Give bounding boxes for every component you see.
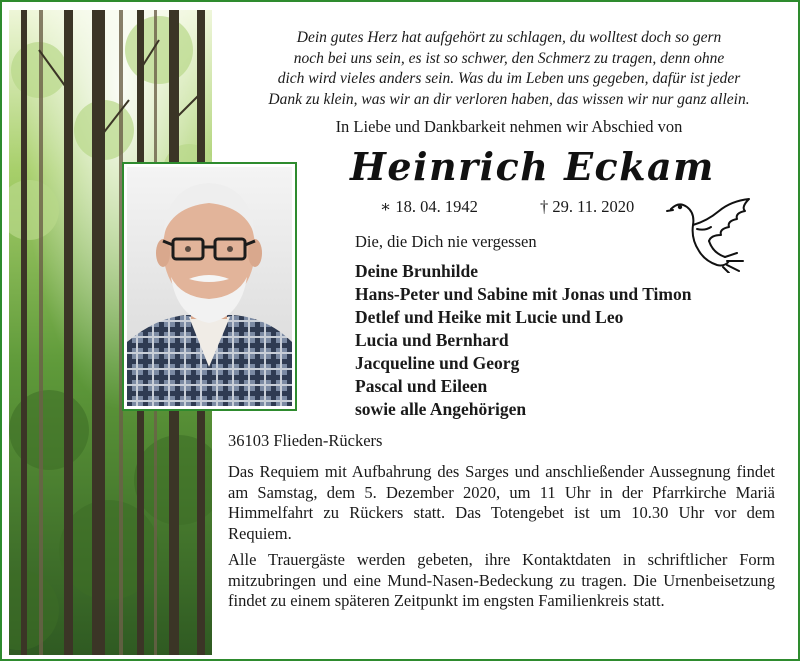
requiem-paragraph: Das Requiem mit Aufbahrung des Sarges und anschließender Aussegnung findet am Samstag, dem 5. Dezember 2020, um 11 Uhr in der Pfarrkirche Mariä Himmelfahrt zu Rückers statt. Das Totengebet ist um 10.30 Uhr vor dem Requiem. [228,462,775,543]
poem-line: Dank zu klein, was wir an dir verloren haben, das wissen wir nur ganz allein. [268,90,750,108]
mourners-list [355,260,691,421]
mourner-entry: Lucia und Bernhard [355,330,509,350]
farewell-intro: In Liebe und Dankbarkeit nehmen wir Abschied von [335,117,683,136]
mourner-entry: Detlef und Heike mit Lucie und Leo [355,307,624,327]
birth-date: ∗ 18. 04. 1942 [380,197,478,216]
mourners-lead: Die, die Dich nie vergessen [355,232,537,251]
portrait-photo [122,162,297,411]
death-date: † 29. 11. 2020 [540,197,635,216]
mourner-entry: Pascal und Eileen [355,376,488,396]
place-of-residence: 36103 Flieden-Rückers [228,431,383,450]
poem [224,28,794,110]
poem-line: Dein gutes Herz hat aufgehört zu schlagen, du wolltest doch so gern [296,29,722,46]
poem-line: dich wird vieles anders sein. Was du im Leben uns gegeben, dafür ist jeder [277,70,741,87]
mourner-entry: Hans-Peter und Sabine mit Jonas und Timon [355,284,692,304]
mourner-entry: sowie alle Angehörigen [355,399,527,419]
poem-line: noch bei uns sein, es ist so schwer, den Schmerz zu tragen, denn ohne [293,49,725,67]
mourner-entry: Jacqueline und Georg [355,353,520,373]
mourner-entry: Deine Brunhilde [355,261,479,281]
deceased-name: Heinrich Eckam [350,144,715,189]
guest-notice-paragraph: Alle Trauergäste werden gebeten, ihre Kontaktdaten in schriftlicher Form mitzubringen und eine Mund-Nasen-Bedeckung zu tragen. Die Urnenbeisetzung findet zu einem späteren Zeitpunkt im engsten Familienkreis statt. [228,550,775,610]
